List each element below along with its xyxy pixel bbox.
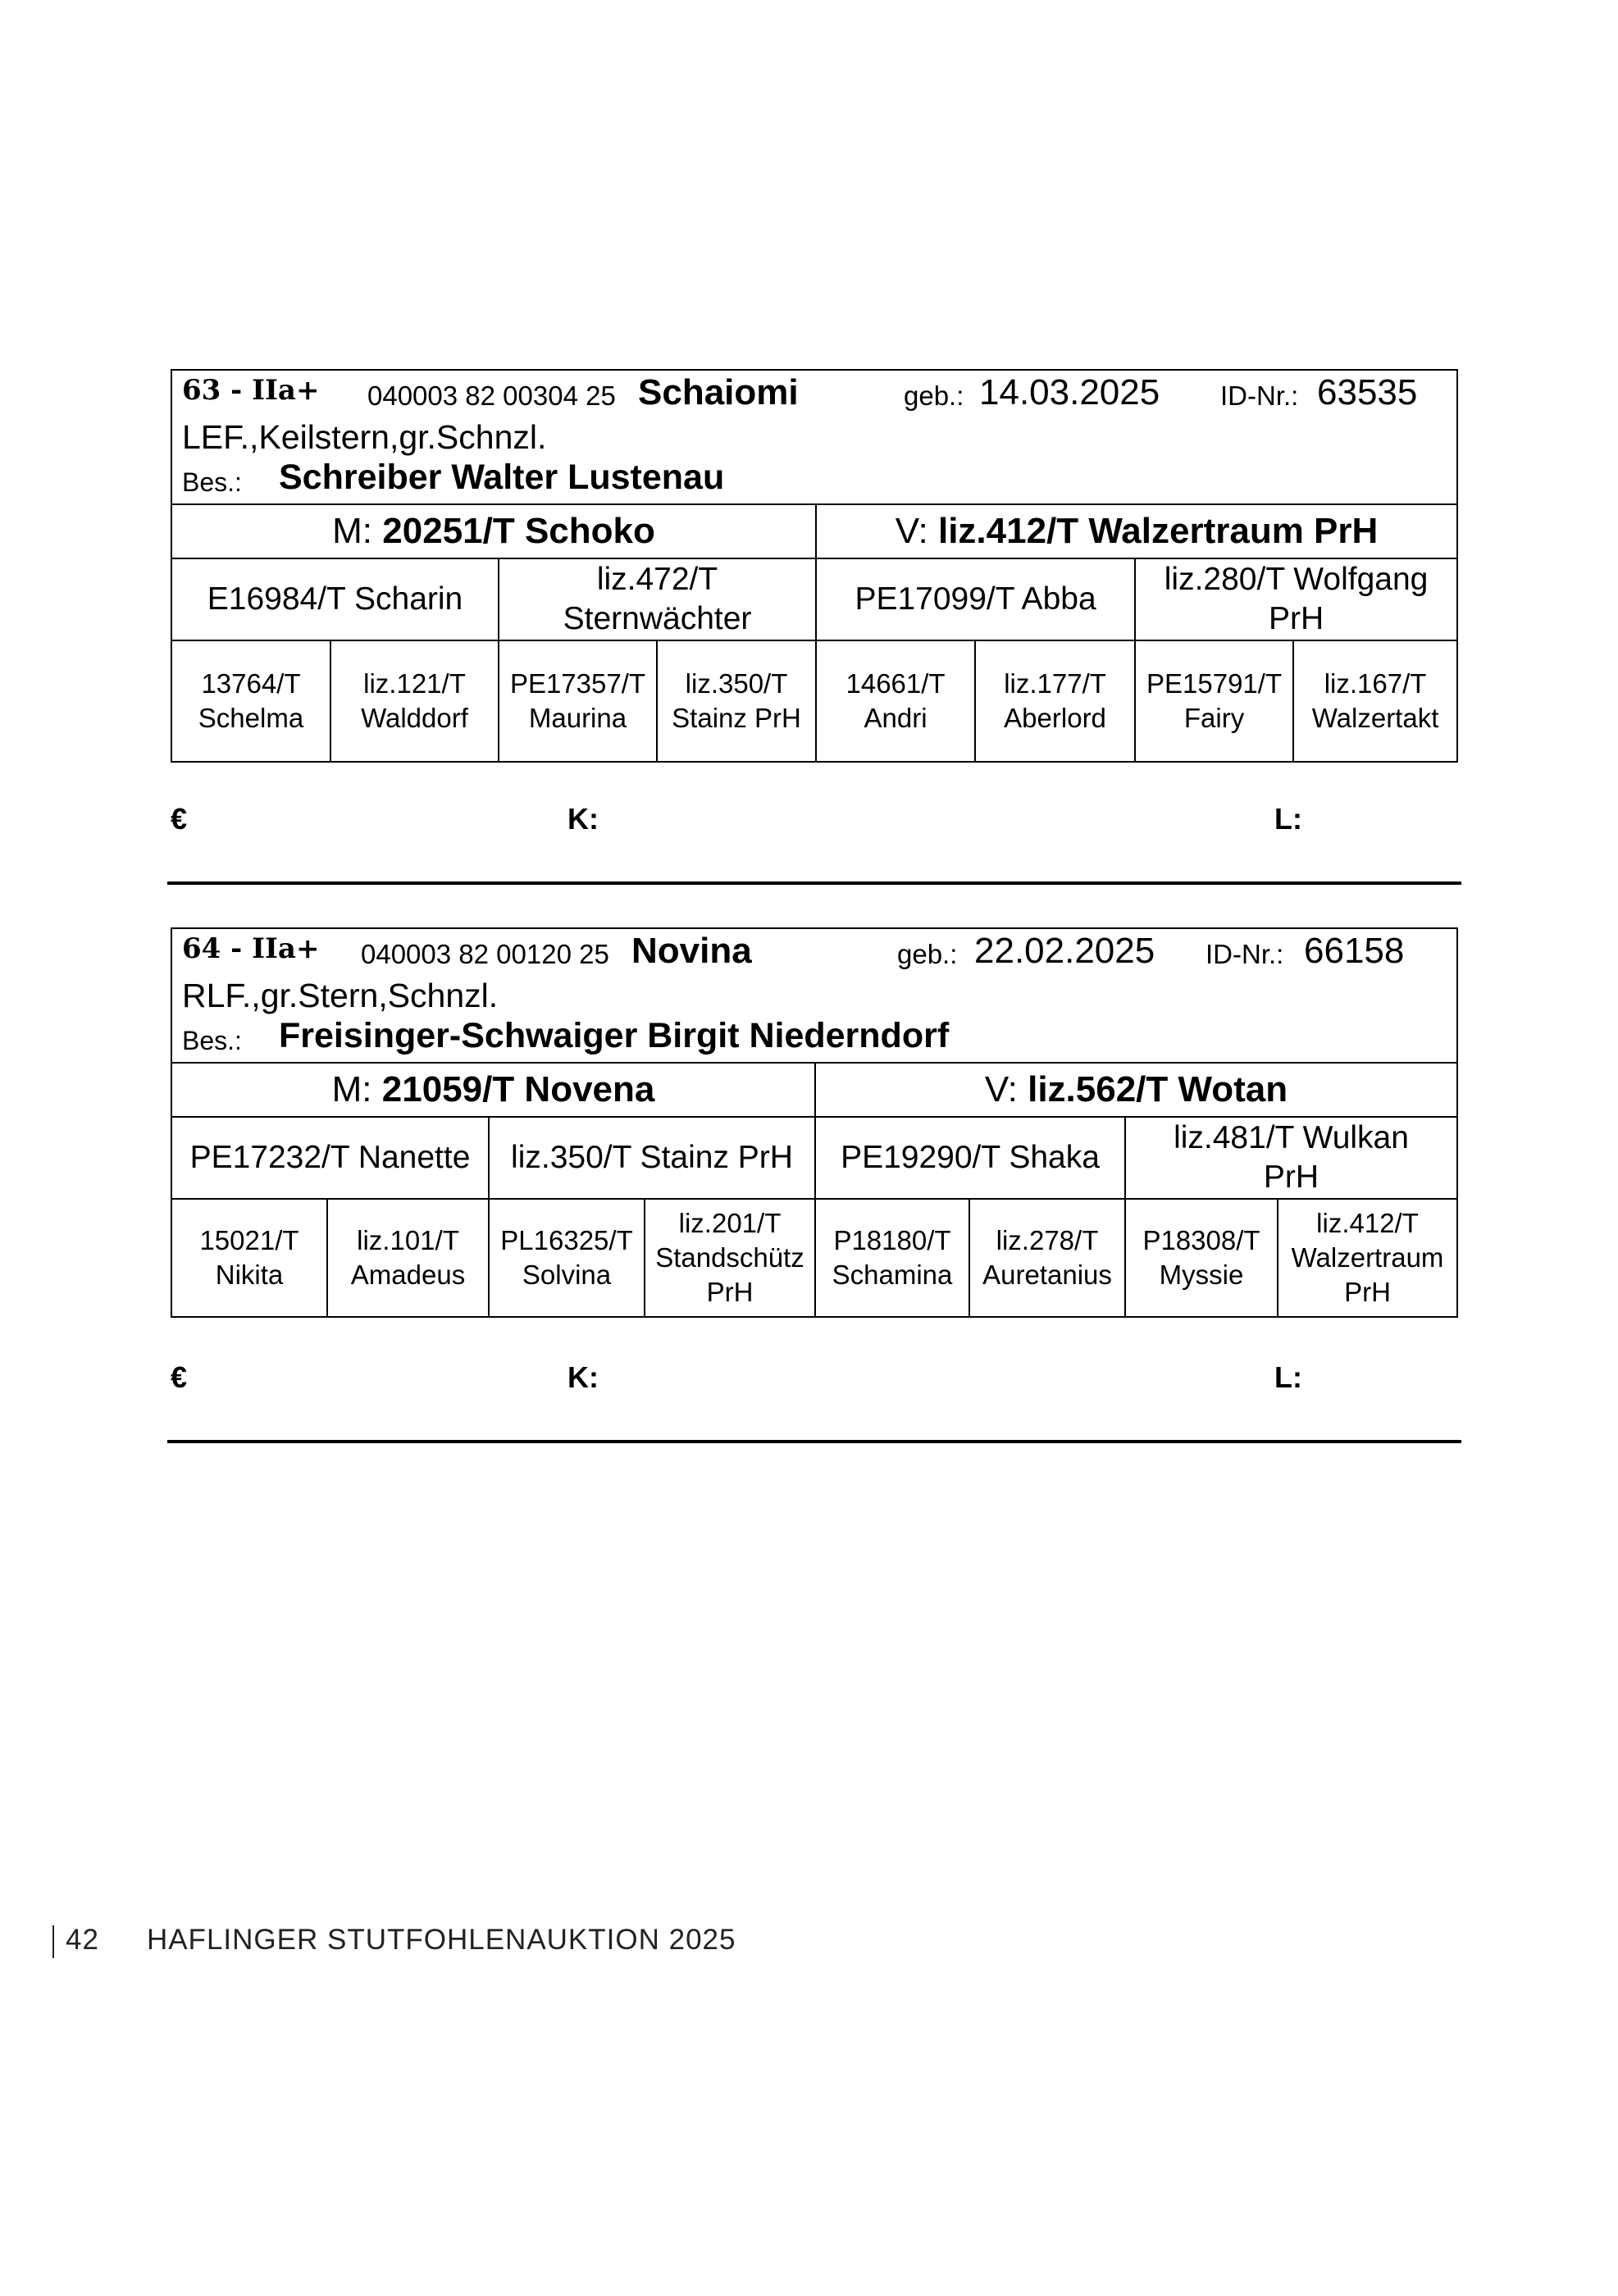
- pedigree-cell: [499, 640, 657, 761]
- pedigree-text: PrH: [1263, 1159, 1319, 1195]
- pedigree-cell: [975, 640, 1135, 761]
- pedigree-cell: [1135, 640, 1293, 761]
- catalog-title: HAFLINGER STUTFOHLENAUKTION 2025: [146, 1924, 736, 1956]
- id-number: 63535: [1317, 372, 1418, 412]
- markings: LEF.,Keilstern,gr.Schnzl.: [182, 418, 547, 456]
- pedigree-text: liz.350/T Stainz PrH: [511, 1140, 793, 1175]
- pedigree-text: Schelma: [198, 703, 304, 733]
- pedigree-cell: [1125, 1199, 1278, 1316]
- pedigree-text: Myssie: [1159, 1260, 1244, 1290]
- owner-label: Bes.:: [182, 467, 242, 497]
- page-number: 42: [66, 1924, 99, 1956]
- entry-box: [171, 369, 1458, 763]
- mother-cell: M: 21059/T Novena: [172, 1064, 815, 1117]
- mother-name: 20251/T Schoko: [382, 511, 655, 551]
- entry-header: [172, 929, 1456, 1064]
- pedigree-text: PE17232/T Nanette: [189, 1140, 471, 1175]
- pedigree-cell: [172, 1199, 327, 1316]
- pedigree-table: [172, 505, 1456, 761]
- father-cell: V: liz.562/T Wotan: [815, 1064, 1456, 1117]
- pedigree-text: 13764/T: [201, 668, 301, 699]
- father-name: liz.562/T Wotan: [1028, 1069, 1288, 1109]
- entry-box: [171, 927, 1458, 1318]
- birth-label: geb.:: [904, 380, 964, 411]
- lot-number: 64 - IIa+: [182, 932, 320, 965]
- price-row: [171, 1360, 1458, 1401]
- pedigree-text: PrH: [706, 1277, 754, 1307]
- pedigree-text: Standschütz: [655, 1242, 804, 1273]
- pedigree-text: Sternwächter: [563, 601, 752, 636]
- pedigree-text: Walzertraum: [1291, 1242, 1444, 1273]
- pedigree-text: PE15791/T: [1146, 668, 1283, 699]
- father-name: liz.412/T Walzertraum PrH: [937, 511, 1379, 551]
- birth-date: 22.02.2025: [974, 931, 1155, 971]
- pedigree-cell: [815, 1117, 1125, 1199]
- pedigree-text: 14661/T: [845, 668, 946, 699]
- pedigree-text: Aberlord: [1004, 703, 1106, 733]
- pedigree-text: Schamina: [832, 1260, 953, 1290]
- pedigree-cell: [1125, 1117, 1456, 1199]
- buyer-label: K:: [567, 802, 599, 836]
- pedigree-cell: [499, 558, 816, 640]
- uln-number: 040003 82 00304 25: [367, 380, 616, 411]
- horse-name: Novina: [631, 931, 752, 971]
- pedigree-table: [172, 1064, 1456, 1316]
- catalog-entry-64: [171, 927, 1458, 1394]
- pedigree-cell: [969, 1199, 1125, 1316]
- pedigree-text: P18308/T: [1142, 1225, 1260, 1255]
- pedigree-cell: [1293, 640, 1456, 761]
- pedigree-cell: [172, 640, 330, 761]
- pedigree-text: Stainz PrH: [672, 703, 801, 733]
- birth-date: 14.03.2025: [979, 372, 1160, 412]
- pedigree-text: Auretanius: [982, 1260, 1112, 1290]
- pedigree-cell: [330, 640, 499, 761]
- pedigree-text: PE17357/T: [509, 668, 646, 699]
- catalog-entry-63: [171, 369, 1458, 836]
- pedigree-cell: [816, 640, 975, 761]
- pedigree-text: PL16325/T: [500, 1225, 633, 1255]
- buyer-label: K:: [567, 1360, 599, 1394]
- pedigree-text: P18180/T: [833, 1225, 951, 1255]
- pedigree-cell: [657, 640, 816, 761]
- id-label: ID-Nr.:: [1220, 380, 1299, 411]
- entry-header: [172, 371, 1456, 505]
- page-footer: [52, 1924, 736, 1958]
- pedigree-text: liz.350/T: [685, 668, 788, 699]
- uln-number: 040003 82 00120 25: [361, 939, 609, 969]
- id-label: ID-Nr.:: [1206, 939, 1284, 969]
- pedigree-text: Amadeus: [350, 1260, 466, 1290]
- pedigree-cell: [172, 558, 499, 640]
- pedigree-text: Nikita: [215, 1260, 284, 1290]
- markings: RLF.,gr.Stern,Schnzl.: [182, 977, 499, 1014]
- pedigree-text: Solvina: [522, 1260, 612, 1290]
- pedigree-text: Maurina: [528, 703, 627, 733]
- pedigree-text: liz.472/T: [596, 562, 718, 597]
- separator-rule: [167, 1440, 1461, 1443]
- pedigree-cell: [489, 1117, 815, 1199]
- pedigree-cell: [1278, 1199, 1456, 1316]
- pedigree-text: liz.177/T: [1004, 668, 1106, 699]
- pedigree-text: Andri: [864, 703, 928, 733]
- owner-name: Freisinger-Schwaiger Birgit Niederndorf: [279, 1016, 950, 1055]
- price-row: [171, 802, 1458, 843]
- footer-divider: [52, 1925, 54, 1958]
- separator-rule: [167, 882, 1461, 885]
- mother-cell: M: 20251/T Schoko: [172, 505, 816, 558]
- horse-name: Schaiomi: [638, 372, 799, 412]
- pedigree-cell: [815, 1199, 969, 1316]
- id-number: 66158: [1304, 931, 1405, 971]
- pedigree-text: Walzertakt: [1311, 703, 1439, 733]
- lot-label: L:: [1274, 802, 1302, 836]
- pedigree-cell: [1135, 558, 1456, 640]
- pedigree-text: liz.101/T: [357, 1225, 459, 1255]
- pedigree-text: E16984/T Scharin: [207, 581, 463, 617]
- pedigree-cell: [489, 1199, 645, 1316]
- pedigree-cell: [816, 558, 1135, 640]
- pedigree-text: liz.278/T: [996, 1225, 1099, 1255]
- owner-name: Schreiber Walter Lustenau: [279, 458, 725, 497]
- mother-name: 21059/T Novena: [381, 1069, 655, 1109]
- pedigree-cell: [327, 1199, 489, 1316]
- pedigree-text: PrH: [1344, 1277, 1391, 1307]
- pedigree-text: PE17099/T Abba: [855, 581, 1096, 617]
- lot-number: 63 - IIa+: [182, 374, 320, 407]
- pedigree-cell: [645, 1199, 815, 1316]
- pedigree-text: liz.280/T Wolfgang: [1164, 562, 1429, 597]
- birth-label: geb.:: [897, 939, 958, 969]
- pedigree-text: liz.481/T Wulkan: [1174, 1120, 1409, 1155]
- euro-label: €: [171, 802, 188, 836]
- pedigree-text: Fairy: [1183, 703, 1245, 733]
- pedigree-text: PrH: [1268, 601, 1324, 636]
- pedigree-cell: [172, 1117, 489, 1199]
- pedigree-text: liz.167/T: [1324, 668, 1427, 699]
- pedigree-text: liz.412/T: [1316, 1208, 1419, 1238]
- pedigree-text: Walddorf: [361, 703, 468, 733]
- pedigree-text: PE19290/T Shaka: [841, 1140, 1100, 1175]
- euro-label: €: [171, 1360, 188, 1394]
- pedigree-text: 15021/T: [199, 1225, 299, 1255]
- lot-label: L:: [1274, 1360, 1302, 1394]
- father-cell: V: liz.412/T Walzertraum PrH: [816, 505, 1456, 558]
- pedigree-text: liz.121/T: [363, 668, 466, 699]
- owner-label: Bes.:: [182, 1026, 242, 1055]
- pedigree-text: liz.201/T: [678, 1208, 782, 1238]
